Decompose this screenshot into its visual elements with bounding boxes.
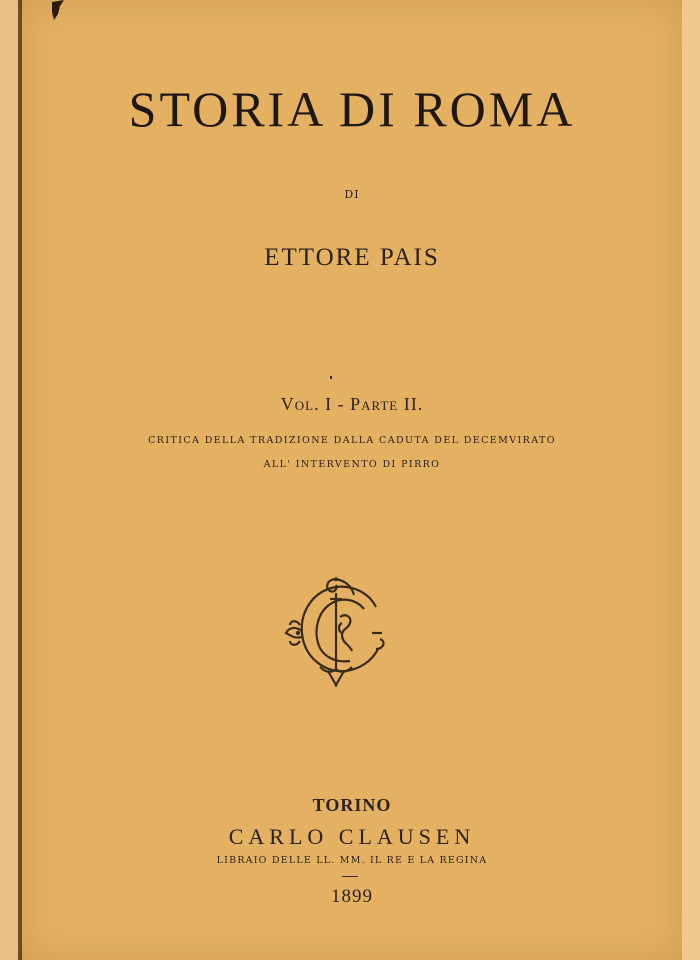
publisher-name: CARLO CLAUSEN xyxy=(228,824,476,849)
title-page xyxy=(22,0,682,960)
page-right-margin xyxy=(682,0,700,960)
ink-smudge-icon xyxy=(30,0,80,22)
publication-city: TORINO xyxy=(312,795,392,815)
bookseller-note: LIBRAIO DELLE LL. MM. IL RE E LA REGINA xyxy=(216,855,488,866)
divider xyxy=(342,876,358,877)
book-title: STORIA DI ROMA xyxy=(128,81,576,137)
publisher-monogram-cc-icon xyxy=(280,573,392,689)
publication-year: 1899 xyxy=(331,886,373,907)
subtitle-line-2: ALL' INTERVENTO DI PIRRO xyxy=(263,459,441,470)
subtitle-line-1: CRITICA DELLA TRADIZIONE DALLA CADUTA DEL DECEMVIRATO xyxy=(148,435,556,446)
author-preposition: DI xyxy=(344,188,360,201)
decorative-dot xyxy=(330,376,332,379)
author-name: ETTORE PAIS xyxy=(264,244,440,271)
book-spine-edge xyxy=(18,0,22,960)
volume-label: Vol. I - Parte II. xyxy=(280,394,424,414)
